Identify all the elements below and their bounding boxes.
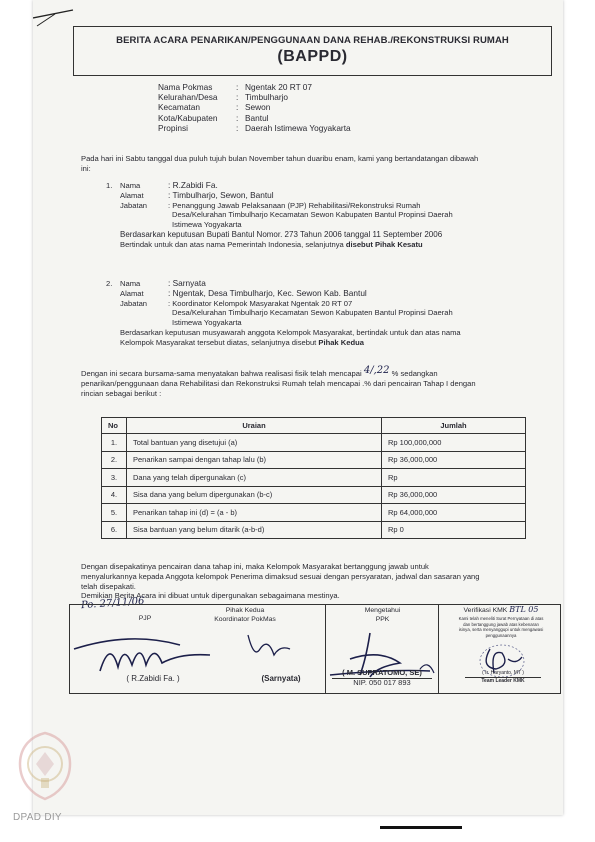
meta-label: Kecamatan (158, 102, 200, 113)
party-number: 1. (106, 181, 113, 190)
closing-line: menyalurkannya kepada Anggota kelompok Penerima dimaksud sesuai dengan persyaratan, jadwal dan sasaran yang (81, 571, 480, 581)
kmk-title (448, 606, 554, 616)
closing-paragraph (81, 562, 553, 601)
meta-label: Propinsi (158, 122, 188, 133)
statement-line: penarikan/penggunaan dana Rehabilitasi dan Rekonstruksi Rumah telah mencapai .% dari pencairan Tahap I dengan (81, 378, 476, 388)
statement-line: Dengan ini secara bursama-sama menyatakan bahwa realisasi fisik telah mencapai (81, 369, 362, 378)
pokmas-name: (Sarnyata) (261, 674, 301, 683)
row-amount: Rp 36,000,000 (382, 451, 526, 469)
party-two (106, 279, 546, 348)
meta-row: Kelurahan/Desa : Timbulharjo (158, 92, 289, 103)
row-number: 3. (102, 469, 127, 487)
pjp-name: ( R.Zabidi Fa. ) (126, 674, 180, 683)
field-label: Jabatan (120, 298, 148, 308)
party-address: : Ngentak, Desa Timbulharjo, Kec. Sewon Kab. Bantul (168, 287, 367, 298)
kmk-note: isinya, serta menyanggupi untuk mengawasi (458, 627, 544, 633)
meta-value: Sewon (245, 102, 271, 113)
party-one (106, 181, 546, 250)
field-label: Alamat (120, 288, 144, 298)
party-name: : Sarnyata (168, 278, 206, 288)
row-number: 1. (102, 434, 127, 452)
column-header: No (102, 418, 127, 434)
field-label: Nama (120, 181, 141, 190)
table-row (102, 434, 526, 452)
document-title: BERITA ACARA PENARIKAN/PENGGUNAAN DANA REHAB./REKONSTRUKSI RUMAH (116, 35, 509, 46)
intro-line: ini: (81, 163, 91, 173)
party-name: : R.Zabidi Fa. (168, 180, 218, 190)
table-header-row (102, 418, 526, 434)
party-number: 2. (106, 279, 113, 288)
row-amount: Rp 100,000,000 (382, 434, 526, 452)
kmk-note: penggunaannya (485, 632, 517, 638)
meta-row: Propinsi : Daerah Istimewa Yogyakarta (158, 122, 351, 133)
row-description: Dana yang telah dipergunakan (c) (127, 469, 382, 487)
pjp-title: PJP (138, 615, 152, 622)
row-number: 5. (102, 504, 127, 522)
statement-line: rincian sebagai berikut : (81, 388, 162, 398)
row-description: Total bantuan yang disetujui (a) (127, 434, 382, 452)
rincian-table (101, 417, 526, 539)
party-position: : Koordinator Kelompok Masyarakat Ngentak 20 RT 07 (168, 298, 353, 308)
party-address: : Timbulharjo, Sewon, Bantul (168, 189, 274, 200)
row-number: 6. (102, 521, 127, 539)
handwritten-date: Po. 27/11/06 (80, 595, 145, 612)
party-basis-cont: Kelompok Masyarakat tersebut diatas, selanjutnya disebut (120, 337, 319, 347)
field-label: Nama (120, 279, 141, 288)
table-row (102, 486, 526, 504)
meta-value: Timbulharjo (245, 92, 289, 103)
row-description: Penarikan tahap ini (d) = (a - b) (127, 504, 382, 522)
ppk-nip: NIP. 050 017 893 (353, 677, 411, 687)
pokmas-info (158, 82, 351, 133)
row-amount: Rp 0 (382, 521, 526, 539)
column-header: Uraian (127, 418, 382, 434)
pokmas-title-1: Pihak Kedua (225, 607, 265, 614)
meta-row: Kota/Kabupaten : Bantul (158, 112, 269, 123)
meta-value: Ngentak 20 RT 07 (245, 82, 313, 92)
row-amount: Rp 36,000,000 (382, 486, 526, 504)
party-designation: disebut Pihak Kesatu (345, 239, 423, 249)
party-position-cont: Istimewa Yogyakarta (172, 318, 242, 328)
meta-label: Kelurahan/Desa (158, 92, 218, 103)
row-amount: Rp 64,000,000 (382, 504, 526, 522)
party-designation: Pihak Kedua (318, 337, 364, 347)
row-number: 4. (102, 486, 127, 504)
row-description: Penarikan sampai dengan tahap lalu (b) (127, 451, 382, 469)
row-amount: Rp (382, 469, 526, 487)
kmk-title-text: Verifikasi KMK (463, 607, 508, 614)
closing-line: Demikian Berita Acara ini dibuat untuk dipergunakan sebagaimana mestinya. (81, 591, 340, 601)
party-basis: Berdasarkan keputusan musyawarah anggota Kelompok Masyarakat, bertindak untuk dan atas nama (120, 327, 461, 337)
title-box (73, 26, 552, 76)
meta-label: Nama Pokmas (158, 82, 213, 92)
kmk-name: ( Ir. Haryanto, MT ) (465, 670, 541, 678)
field-label: Alamat (120, 190, 144, 200)
row-number: 2. (102, 451, 127, 469)
statement-paragraph (81, 365, 553, 398)
meta-value: Daerah Istimewa Yogyakarta (245, 122, 351, 133)
ppk-title-1: Mengetahui (364, 607, 401, 614)
closing-line: Dengan disepakatinya pencairan dana tahap ini, maka Kelompok Masyarakat bertanggung jawab untuk (81, 562, 429, 571)
handwritten-percentage: 4/,22 (363, 365, 390, 376)
party-acting: Bertindak untuk dan atas nama Pemerintah Indonesia, selanjutnya (120, 239, 346, 249)
closing-line: telah disepakati. (81, 581, 136, 591)
meta-row: Nama Pokmas : Ngentak 20 RT 07 (158, 82, 313, 92)
pokmas-title-2: Koordinator PokMas (214, 615, 276, 623)
intro-line: Pada hari ini Sabtu tanggal dua puluh tujuh bulan November tahun duaribu enam, kami yang bertandatangan dibawah (81, 154, 479, 163)
kmk-note: dan bertanggung jawab atas kebenaran (463, 621, 539, 627)
table-row (102, 451, 526, 469)
party-position-cont: Istimewa Yogyakarta (172, 220, 242, 230)
intro-paragraph (81, 154, 551, 174)
party-position-cont: Desa/Kelurahan Timbulharjo Kecamatan Sewon Kabupaten Bantul Propinsi Daerah (172, 308, 453, 318)
kmk-role: Team Leader KMK (481, 678, 525, 684)
kmk-note: Kami telah meneliti Surat Pernyataan di atas (458, 616, 544, 621)
signature-box (69, 604, 561, 694)
row-description: Sisa bantuan yang belum ditarik (a-b-d) (127, 521, 382, 539)
column-header: Jumlah (382, 418, 526, 434)
document-acronym: (BAPPD) (277, 48, 348, 65)
field-label: Jabatan (120, 200, 148, 210)
ppk-signatory (332, 669, 432, 687)
row-description: Sisa dana yang belum dipergunakan (b-c) (127, 486, 382, 504)
document-page (33, 0, 563, 815)
statement-line: % sedangkan (391, 369, 438, 378)
meta-row: Kecamatan : Sewon (158, 102, 271, 113)
kmk-signatory (465, 670, 541, 685)
party-position-cont: Desa/Kelurahan Timbulharjo Kecamatan Sewon Kabupaten Bantul Propinsi Daerah (172, 210, 453, 220)
ppk-name: ( M. SUPRATOMO, SE) (332, 669, 432, 679)
table-row (102, 469, 526, 487)
kmk-handwritten-code: BTL 05 (509, 605, 539, 614)
party-position: : Penanggung Jawab Pelaksanaan (PJP) Rehabilitasi/Rekonstruksi Rumah (168, 200, 421, 210)
meta-label: Kota/Kabupaten (158, 112, 218, 123)
table-row (102, 504, 526, 522)
meta-value: Bantul (245, 112, 269, 123)
party-basis: Berdasarkan keputusan Bupati Bantul Nomor. 273 Tahun 2006 tanggal 11 September 2006 (120, 229, 443, 239)
ppk-title-2: PPK (375, 615, 390, 623)
black-bar (380, 826, 462, 829)
watermark-text: DPAD DIY (13, 812, 62, 823)
institution-seal-logo (14, 730, 76, 802)
table-row (102, 521, 526, 539)
